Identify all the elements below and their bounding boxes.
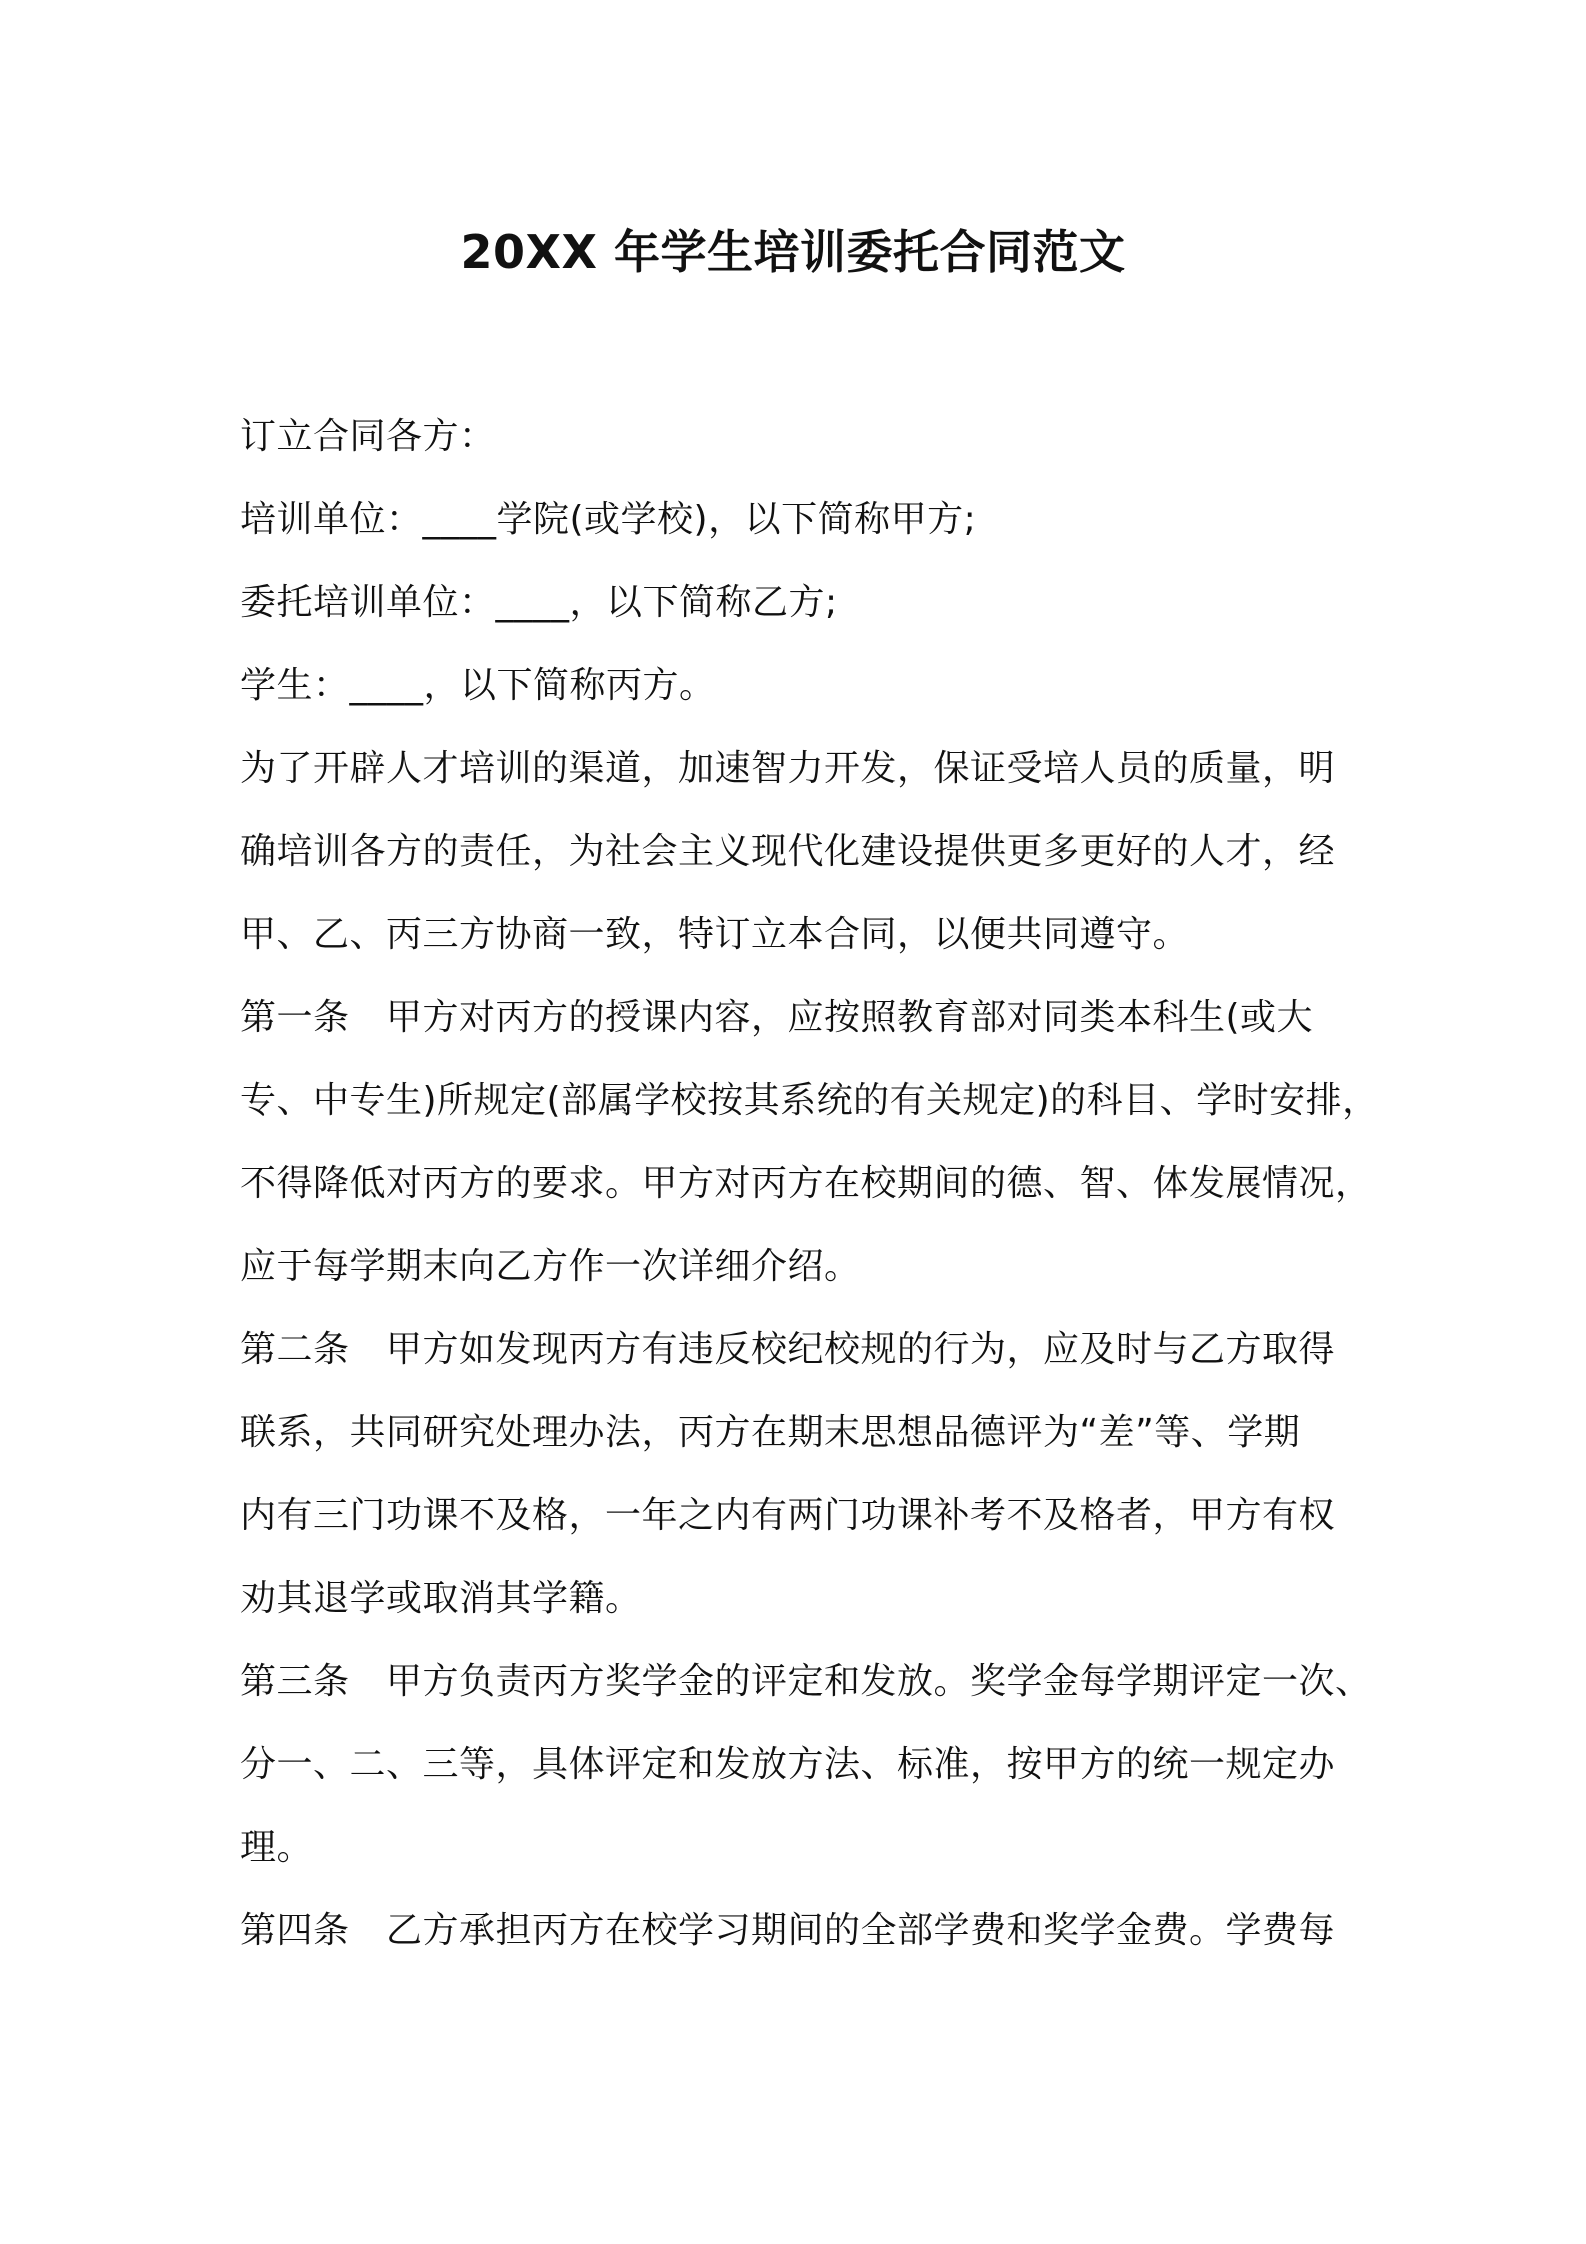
- article-1-line-4: 应于每学期末向乙方作一次详细介绍。: [240, 1246, 861, 1287]
- parties-heading: 订立合同各方：: [240, 416, 496, 457]
- preamble-line-1: 为了开辟人才培训的渠道，加速智力开发，保证受培人员的质量，明: [240, 748, 1336, 789]
- party-c-line: 学生：____，以下简称丙方。: [240, 665, 716, 706]
- article-2-line-1: 第二条 甲方如发现丙方有违反校纪校规的行为，应及时与乙方取得: [240, 1329, 1336, 1370]
- article-2-line-4: 劝其退学或取消其学籍。: [240, 1578, 642, 1619]
- party-b-line: 委托培训单位：____，以下简称乙方;: [240, 582, 838, 623]
- preamble-line-3: 甲、乙、丙三方协商一致，特订立本合同，以便共同遵守。: [240, 914, 1190, 955]
- party-a-line: 培训单位：____学院(或学校)，以下简称甲方;: [240, 499, 977, 540]
- article-1-line-1: 第一条 甲方对丙方的授课内容，应按照教育部对同类本科生(或大: [240, 997, 1314, 1038]
- document-title: 20XX 年学生培训委托合同范文: [460, 225, 1126, 279]
- article-3-line-3: 理。: [240, 1827, 314, 1868]
- preamble-line-2: 确培训各方的责任，为社会主义现代化建设提供更多更好的人才，经: [240, 831, 1336, 872]
- article-1-line-2: 专、中专生)所规定(部属学校按其系统的有关规定)的科目、学时安排，: [240, 1080, 1379, 1121]
- article-2-line-3: 内有三门功课不及格，一年之内有两门功课补考不及格者，甲方有权: [240, 1495, 1336, 1536]
- article-3-line-2: 分一、二、三等，具体评定和发放方法、标准，按甲方的统一规定办: [240, 1744, 1336, 1785]
- article-4-line-1: 第四条 乙方承担丙方在校学习期间的全部学费和奖学金费。学费每: [240, 1910, 1336, 1951]
- article-1-line-3: 不得降低对丙方的要求。甲方对丙方在校期间的德、智、体发展情况，: [240, 1163, 1372, 1204]
- article-3-line-1: 第三条 甲方负责丙方奖学金的评定和发放。奖学金每学期评定一次、: [240, 1661, 1372, 1702]
- article-2-line-2: 联系，共同研究处理办法，丙方在期末思想品德评为“差”等、学期: [240, 1412, 1301, 1453]
